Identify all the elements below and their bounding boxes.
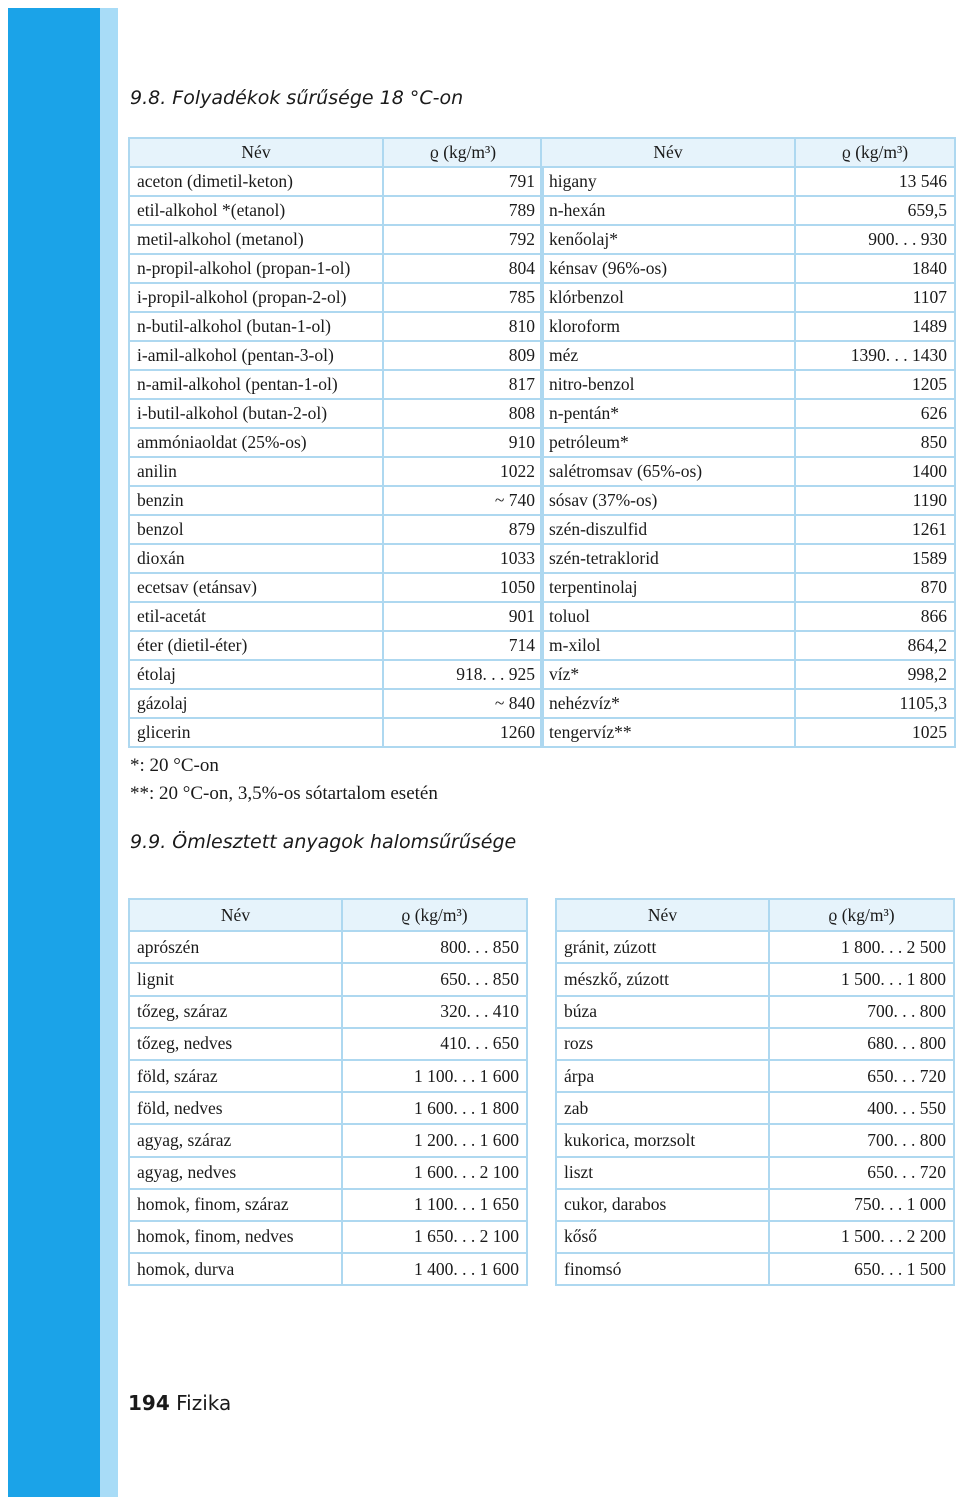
cell-name: n-amil-alkohol (pentan-1-ol) bbox=[129, 370, 383, 399]
table-row bbox=[541, 718, 955, 747]
table-row bbox=[541, 167, 955, 196]
bulk-density-table-left bbox=[128, 898, 528, 1286]
cell-density: 650. . . 1 500 bbox=[769, 1253, 954, 1285]
cell-name: nitro-benzol bbox=[541, 370, 795, 399]
table-row bbox=[129, 931, 527, 963]
table-row bbox=[129, 167, 543, 196]
column-header-name: Név bbox=[129, 899, 342, 931]
cell-density: 700. . . 800 bbox=[769, 1124, 954, 1156]
section-title-liquids: 9.8. Folyadékok sűrűsége 18 °C-on bbox=[130, 87, 464, 109]
cell-name: metil-alkohol (metanol) bbox=[129, 225, 383, 254]
cell-density: 998,2 bbox=[795, 660, 955, 689]
table-row bbox=[129, 399, 543, 428]
table-row bbox=[541, 341, 955, 370]
table-row bbox=[129, 1092, 527, 1124]
table-row bbox=[556, 1221, 954, 1253]
cell-density: 1033 bbox=[383, 544, 543, 573]
table-row bbox=[541, 544, 955, 573]
table-row bbox=[129, 1221, 527, 1253]
table-row bbox=[556, 1060, 954, 1092]
cell-density: 400. . . 550 bbox=[769, 1092, 954, 1124]
table-row bbox=[129, 660, 543, 689]
footnote-single-star: *: 20 °C-on bbox=[130, 755, 219, 776]
cell-name: n-propil-alkohol (propan-1-ol) bbox=[129, 254, 383, 283]
cell-density: 714 bbox=[383, 631, 543, 660]
page-footer bbox=[128, 1391, 231, 1415]
table-row bbox=[129, 370, 543, 399]
cell-density: 650. . . 720 bbox=[769, 1060, 954, 1092]
cell-name: m-xilol bbox=[541, 631, 795, 660]
cell-density: 410. . . 650 bbox=[342, 1028, 527, 1060]
table-row bbox=[129, 1253, 527, 1285]
cell-name: klórbenzol bbox=[541, 283, 795, 312]
cell-density: 791 bbox=[383, 167, 543, 196]
cell-density: 866 bbox=[795, 602, 955, 631]
cell-density: 785 bbox=[383, 283, 543, 312]
table-row bbox=[556, 1157, 954, 1189]
cell-density: 1589 bbox=[795, 544, 955, 573]
cell-density: 320. . . 410 bbox=[342, 996, 527, 1028]
cell-density: 789 bbox=[383, 196, 543, 225]
table-header-row bbox=[129, 899, 527, 931]
cell-name: föld, nedves bbox=[129, 1092, 342, 1124]
section-title-bulk: 9.9. Ömlesztett anyagok halomsűrűsége bbox=[130, 831, 517, 853]
cell-name: kloroform bbox=[541, 312, 795, 341]
cell-density: 910 bbox=[383, 428, 543, 457]
cell-name: finomsó bbox=[556, 1253, 769, 1285]
cell-density: 1261 bbox=[795, 515, 955, 544]
cell-name: föld, száraz bbox=[129, 1060, 342, 1092]
table-row bbox=[556, 1028, 954, 1060]
cell-name: aprószén bbox=[129, 931, 342, 963]
cell-density: 1107 bbox=[795, 283, 955, 312]
cell-density: 1205 bbox=[795, 370, 955, 399]
table-row bbox=[129, 963, 527, 995]
cell-name: terpentinolaj bbox=[541, 573, 795, 602]
cell-name: agyag, száraz bbox=[129, 1124, 342, 1156]
cell-name: kenőolaj* bbox=[541, 225, 795, 254]
cell-name: étolaj bbox=[129, 660, 383, 689]
cell-density: 1 600. . . 1 800 bbox=[342, 1092, 527, 1124]
table-row bbox=[556, 996, 954, 1028]
cell-density: 13 546 bbox=[795, 167, 955, 196]
cell-name: benzin bbox=[129, 486, 383, 515]
table-row bbox=[541, 428, 955, 457]
table-row bbox=[541, 196, 955, 225]
column-header-density: ϱ (kg/m³) bbox=[795, 138, 955, 167]
cell-density: 1190 bbox=[795, 486, 955, 515]
table-row bbox=[129, 544, 543, 573]
column-header-name: Név bbox=[541, 138, 795, 167]
table-row bbox=[541, 602, 955, 631]
cell-density: 1 650. . . 2 100 bbox=[342, 1221, 527, 1253]
liquid-density-table-right bbox=[540, 137, 956, 748]
cell-name: homok, finom, száraz bbox=[129, 1189, 342, 1221]
table-row bbox=[129, 457, 543, 486]
column-header-name: Név bbox=[129, 138, 383, 167]
cell-density: ~ 740 bbox=[383, 486, 543, 515]
cell-name: gázolaj bbox=[129, 689, 383, 718]
cell-density: 870 bbox=[795, 573, 955, 602]
table-row bbox=[129, 312, 543, 341]
cell-name: méz bbox=[541, 341, 795, 370]
table-row bbox=[129, 283, 543, 312]
column-header-density: ϱ (kg/m³) bbox=[769, 899, 954, 931]
cell-name: i-butil-alkohol (butan-2-ol) bbox=[129, 399, 383, 428]
cell-density: 700. . . 800 bbox=[769, 996, 954, 1028]
cell-density: 1025 bbox=[795, 718, 955, 747]
cell-density: 1840 bbox=[795, 254, 955, 283]
cell-density: 901 bbox=[383, 602, 543, 631]
cell-density: 1105,3 bbox=[795, 689, 955, 718]
table-row bbox=[556, 963, 954, 995]
table-row bbox=[129, 1189, 527, 1221]
cell-density: 1 500. . . 2 200 bbox=[769, 1221, 954, 1253]
table-header-row bbox=[556, 899, 954, 931]
table-row bbox=[129, 341, 543, 370]
cell-name: n-hexán bbox=[541, 196, 795, 225]
table-row bbox=[129, 196, 543, 225]
cell-density: 1 400. . . 1 600 bbox=[342, 1253, 527, 1285]
cell-density: 1390. . . 1430 bbox=[795, 341, 955, 370]
table-row bbox=[129, 1124, 527, 1156]
cell-name: lignit bbox=[129, 963, 342, 995]
cell-name: víz* bbox=[541, 660, 795, 689]
cell-density: 1400 bbox=[795, 457, 955, 486]
table-row bbox=[556, 1253, 954, 1285]
cell-density: 918. . . 925 bbox=[383, 660, 543, 689]
table-row bbox=[556, 1092, 954, 1124]
table-row bbox=[556, 1124, 954, 1156]
cell-name: búza bbox=[556, 996, 769, 1028]
cell-name: anilin bbox=[129, 457, 383, 486]
cell-density: 680. . . 800 bbox=[769, 1028, 954, 1060]
cell-name: homok, finom, nedves bbox=[129, 1221, 342, 1253]
cell-density: 650. . . 720 bbox=[769, 1157, 954, 1189]
cell-density: ~ 840 bbox=[383, 689, 543, 718]
cell-density: 1 200. . . 1 600 bbox=[342, 1124, 527, 1156]
column-header-density: ϱ (kg/m³) bbox=[383, 138, 543, 167]
table-row bbox=[541, 370, 955, 399]
table-row bbox=[129, 1157, 527, 1189]
table-row bbox=[129, 631, 543, 660]
table-row bbox=[541, 573, 955, 602]
cell-name: ammóniaoldat (25%-os) bbox=[129, 428, 383, 457]
cell-density: 817 bbox=[383, 370, 543, 399]
cell-name: kénsav (96%-os) bbox=[541, 254, 795, 283]
cell-name: n-pentán* bbox=[541, 399, 795, 428]
cell-name: gránit, zúzott bbox=[556, 931, 769, 963]
table-row bbox=[129, 486, 543, 515]
table-row bbox=[541, 660, 955, 689]
cell-name: agyag, nedves bbox=[129, 1157, 342, 1189]
cell-density: 808 bbox=[383, 399, 543, 428]
table-row bbox=[541, 515, 955, 544]
cell-density: 1 100. . . 1 600 bbox=[342, 1060, 527, 1092]
cell-name: tőzeg, nedves bbox=[129, 1028, 342, 1060]
cell-name: szén-tetraklorid bbox=[541, 544, 795, 573]
table-row bbox=[541, 225, 955, 254]
table-row bbox=[129, 718, 543, 747]
side-bar-light bbox=[100, 8, 118, 1497]
table-header-row bbox=[129, 138, 543, 167]
cell-name: etil-alkohol *(etanol) bbox=[129, 196, 383, 225]
bulk-density-table-right bbox=[555, 898, 955, 1286]
cell-density: 1050 bbox=[383, 573, 543, 602]
cell-name: kőső bbox=[556, 1221, 769, 1253]
cell-density: 809 bbox=[383, 341, 543, 370]
page-number: 194 bbox=[128, 1391, 170, 1415]
cell-density: 1 500. . . 1 800 bbox=[769, 963, 954, 995]
cell-density: 792 bbox=[383, 225, 543, 254]
table-row bbox=[129, 1060, 527, 1092]
cell-density: 810 bbox=[383, 312, 543, 341]
cell-name: liszt bbox=[556, 1157, 769, 1189]
cell-density: 1022 bbox=[383, 457, 543, 486]
table-header-row bbox=[541, 138, 955, 167]
cell-name: i-propil-alkohol (propan-2-ol) bbox=[129, 283, 383, 312]
cell-density: 850 bbox=[795, 428, 955, 457]
cell-name: benzol bbox=[129, 515, 383, 544]
table-row bbox=[541, 457, 955, 486]
cell-density: 1489 bbox=[795, 312, 955, 341]
table-row bbox=[129, 996, 527, 1028]
table-row bbox=[129, 689, 543, 718]
table-row bbox=[541, 312, 955, 341]
cell-name: kukorica, morzsolt bbox=[556, 1124, 769, 1156]
cell-name: sósav (37%-os) bbox=[541, 486, 795, 515]
cell-density: 1 600. . . 2 100 bbox=[342, 1157, 527, 1189]
table-row bbox=[129, 515, 543, 544]
column-header-name: Név bbox=[556, 899, 769, 931]
cell-name: i-amil-alkohol (pentan-3-ol) bbox=[129, 341, 383, 370]
cell-density: 879 bbox=[383, 515, 543, 544]
cell-name: zab bbox=[556, 1092, 769, 1124]
column-header-density: ϱ (kg/m³) bbox=[342, 899, 527, 931]
cell-name: aceton (dimetil-keton) bbox=[129, 167, 383, 196]
table-row bbox=[541, 486, 955, 515]
cell-name: glicerin bbox=[129, 718, 383, 747]
liquid-density-table-left bbox=[128, 137, 544, 748]
cell-density: 1260 bbox=[383, 718, 543, 747]
table-row bbox=[129, 573, 543, 602]
table-row bbox=[556, 1189, 954, 1221]
table-row bbox=[541, 283, 955, 312]
cell-name: salétromsav (65%-os) bbox=[541, 457, 795, 486]
table-row bbox=[541, 254, 955, 283]
cell-name: etil-acetát bbox=[129, 602, 383, 631]
cell-name: éter (dietil-éter) bbox=[129, 631, 383, 660]
cell-name: homok, durva bbox=[129, 1253, 342, 1285]
cell-density: 1 800. . . 2 500 bbox=[769, 931, 954, 963]
cell-name: tengervíz** bbox=[541, 718, 795, 747]
table-row bbox=[129, 602, 543, 631]
cell-density: 659,5 bbox=[795, 196, 955, 225]
cell-name: tőzeg, száraz bbox=[129, 996, 342, 1028]
cell-density: 626 bbox=[795, 399, 955, 428]
cell-density: 750. . . 1 000 bbox=[769, 1189, 954, 1221]
table-row bbox=[129, 225, 543, 254]
cell-density: 804 bbox=[383, 254, 543, 283]
cell-density: 864,2 bbox=[795, 631, 955, 660]
cell-name: mészkő, zúzott bbox=[556, 963, 769, 995]
cell-density: 1 100. . . 1 650 bbox=[342, 1189, 527, 1221]
cell-name: nehézvíz* bbox=[541, 689, 795, 718]
table-row bbox=[129, 1028, 527, 1060]
table-row bbox=[541, 399, 955, 428]
cell-density: 650. . . 850 bbox=[342, 963, 527, 995]
cell-density: 800. . . 850 bbox=[342, 931, 527, 963]
footnote-double-star: **: 20 °C-on, 3,5%-os sótartalom esetén bbox=[130, 783, 438, 804]
table-row bbox=[556, 931, 954, 963]
cell-name: árpa bbox=[556, 1060, 769, 1092]
cell-name: szén-diszulfid bbox=[541, 515, 795, 544]
side-bar-dark bbox=[8, 8, 100, 1497]
cell-name: petróleum* bbox=[541, 428, 795, 457]
subject-label: Fizika bbox=[176, 1391, 232, 1415]
cell-name: rozs bbox=[556, 1028, 769, 1060]
cell-name: toluol bbox=[541, 602, 795, 631]
cell-name: dioxán bbox=[129, 544, 383, 573]
table-row bbox=[129, 254, 543, 283]
table-row bbox=[541, 689, 955, 718]
cell-name: cukor, darabos bbox=[556, 1189, 769, 1221]
cell-name: higany bbox=[541, 167, 795, 196]
cell-name: n-butil-alkohol (butan-1-ol) bbox=[129, 312, 383, 341]
cell-density: 900. . . 930 bbox=[795, 225, 955, 254]
cell-name: ecetsav (etánsav) bbox=[129, 573, 383, 602]
table-row bbox=[129, 428, 543, 457]
table-row bbox=[541, 631, 955, 660]
